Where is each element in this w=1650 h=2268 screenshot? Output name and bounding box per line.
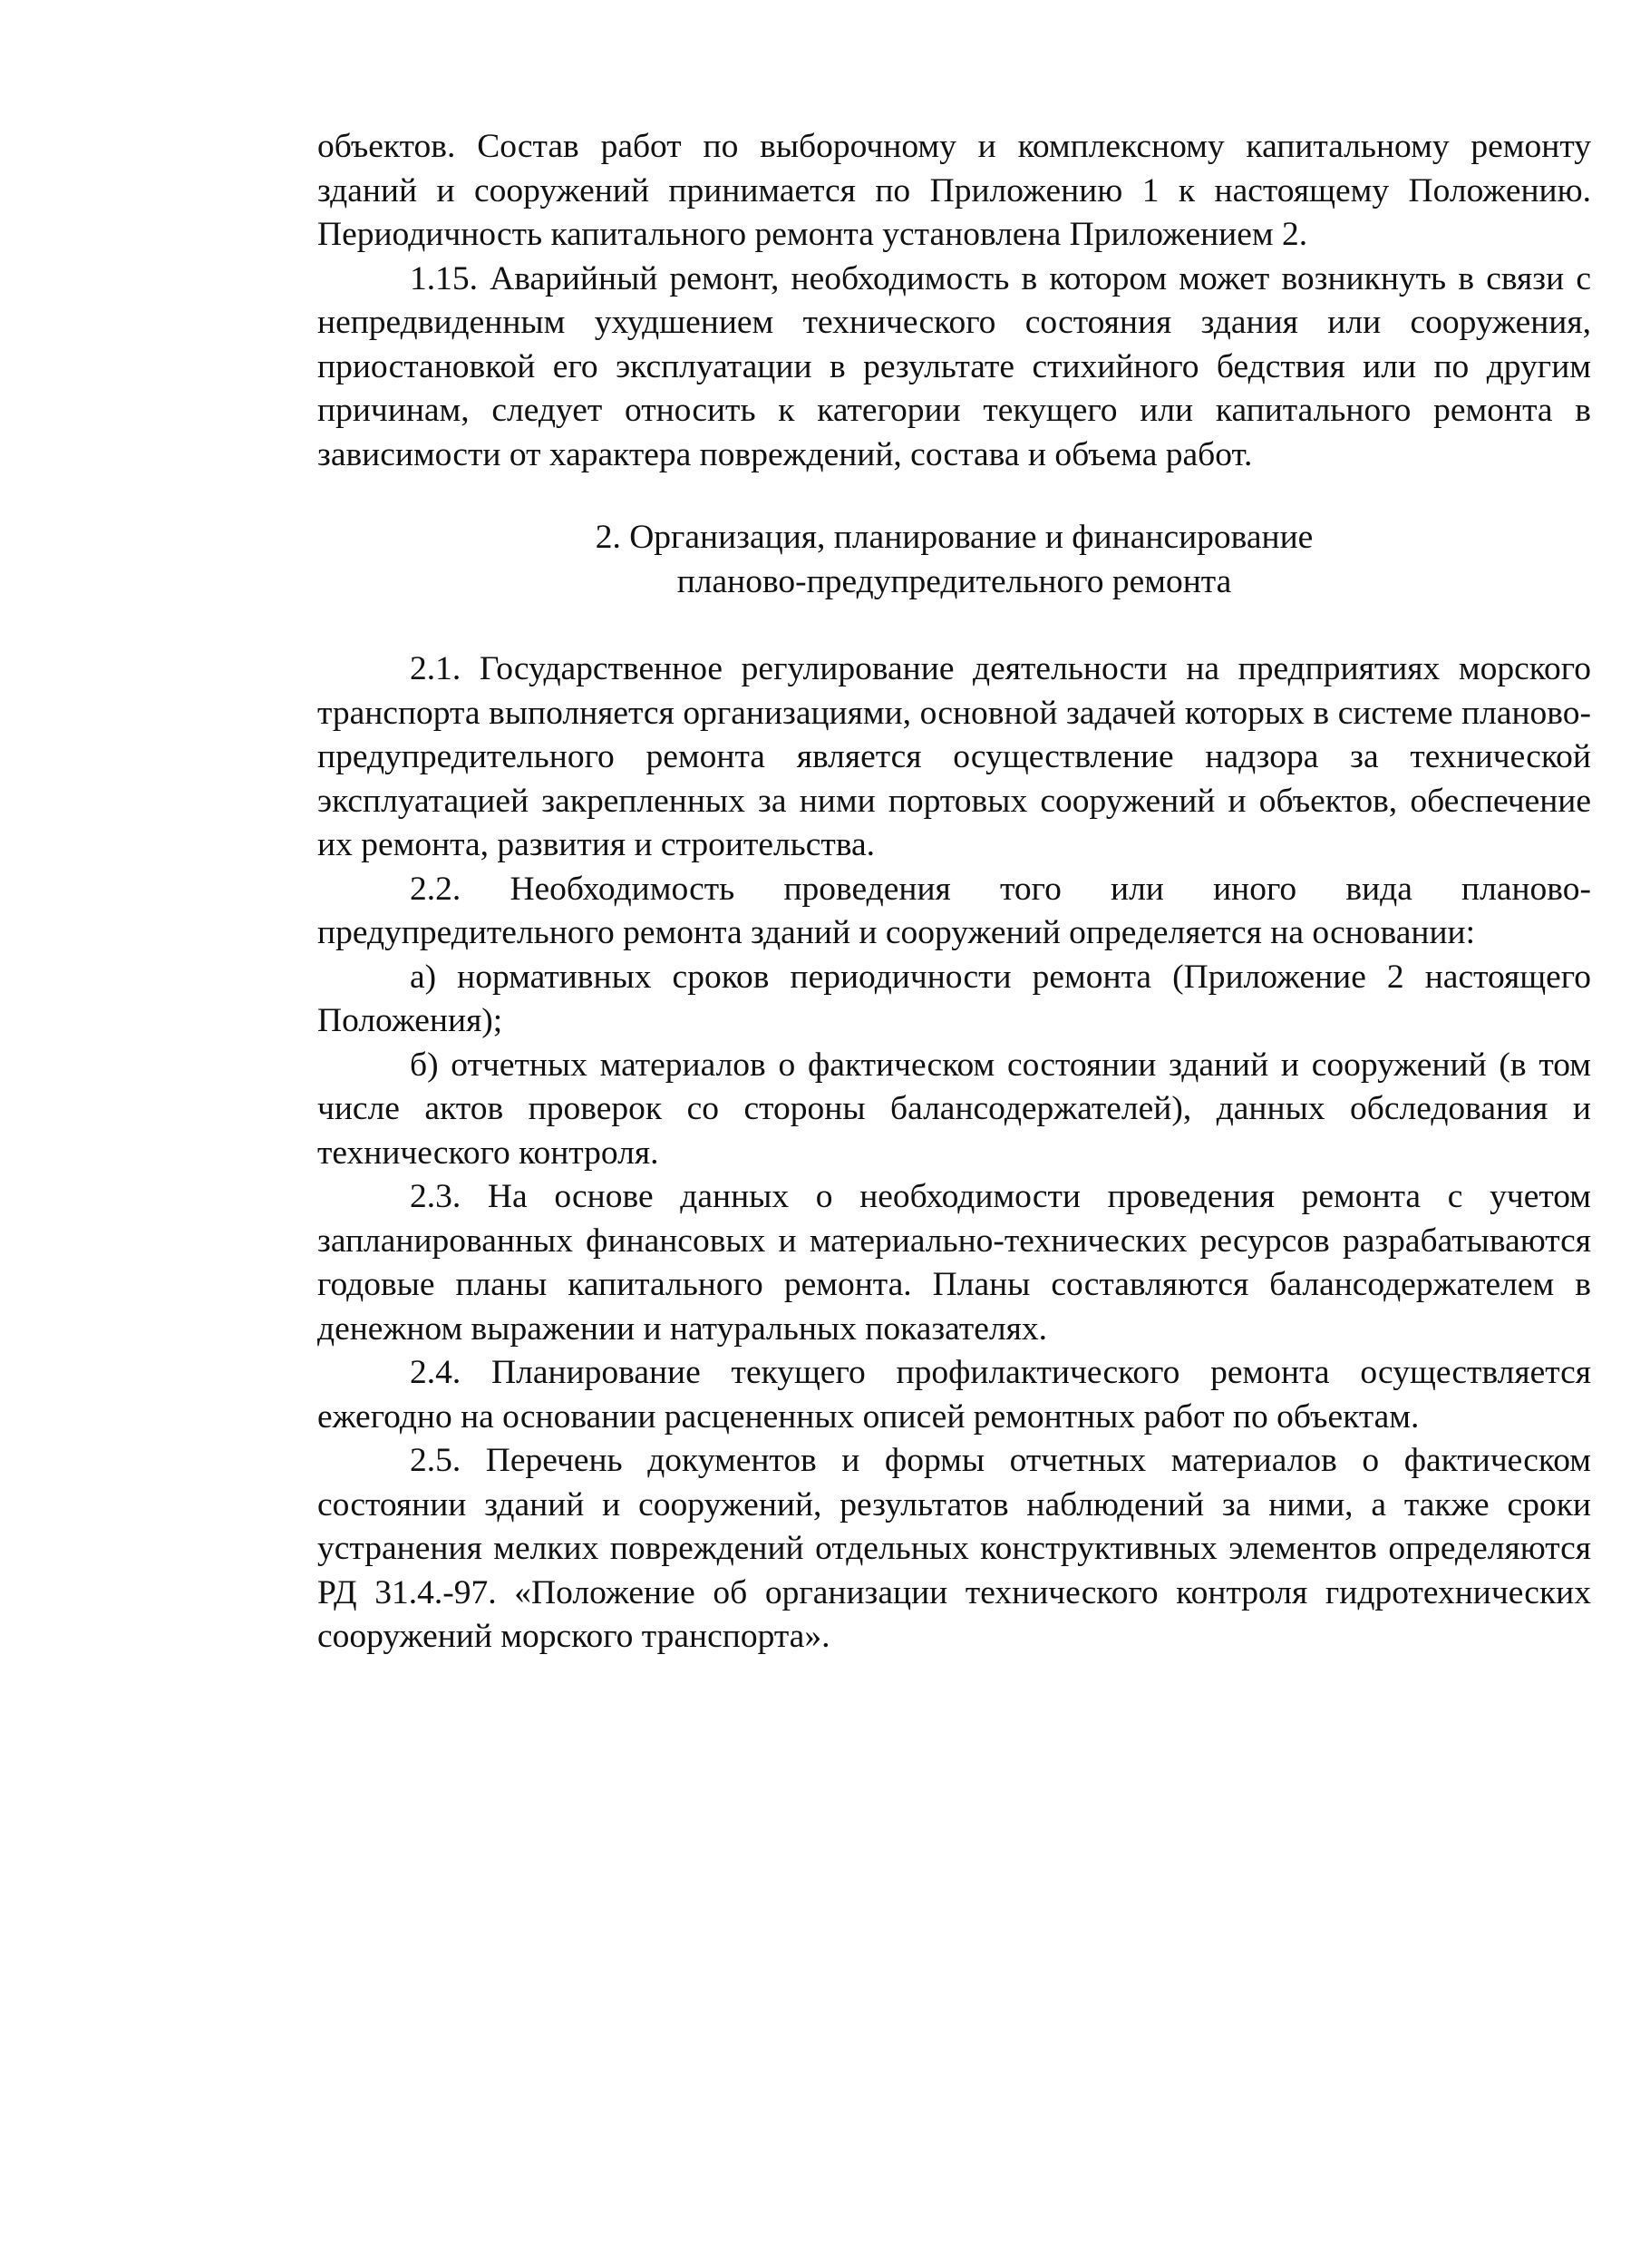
paragraph-2-4: 2.4. Планирование текущего профилактического ремонта осуществляется ежегодно на основании расцененных описей ремонтных работ по объектам. [317,1354,1591,1436]
paragraph-2-3: 2.3. На основе данных о необходимости проведения ремонта с учетом запланированных финансовых и материально-технических ресурсов разрабатываются годовые планы капитального ремонта. Планы составляются балансодержателем в денежном выражении и натуральных показателях. [317,1178,1591,1348]
section-heading [317,516,1591,604]
section-heading-line-1: 2. Организация, планирование и финансирование [595,519,1314,556]
paragraph-2-5: 2.5. Перечень документов и формы отчетных материалов о фактическом состоянии зданий и сооружений, результатов наблюдений за ними, а также сроки устранения мелких повреждений отдельных конструктивных элементов определяются РД 31.4.-97. «Положение об организации технического контроля гидротехнических сооружений морского транспорта». [317,1442,1591,1655]
document-body [317,125,1591,1660]
section-heading-line-2: планово-предупредительного ремонта [676,562,1232,600]
paragraph-2-1: 2.1. Государственное регулирование деятельности на предприятиях морского транспорта выполняется организациями, основной задачей которых в системе планово-предупредительного ремонта является осуществление надзора за технической эксплуатацией закрепленных за ними портовых сооружений и объектов, обеспечение их ремонта, развития и строительства. [317,650,1591,863]
paragraph-continuation: объектов. Состав работ по выборочному и комплексному капитальному ремонту зданий и сооружений принимается по Приложению 1 к настоящему Положению. Периодичность капитального ремонта установлена Приложением 2. [317,128,1591,253]
paragraph-2-2-b: б) отчетных материалов о фактическом состоянии зданий и сооружений (в том числе актов проверок со стороны балансодержателей), данных обследования и технического контроля. [317,1046,1591,1172]
paragraph-2-2: 2.2. Необходимость проведения того или иного вида планово-предупредительного ремонта зданий и сооружений определяется на основании: [317,870,1591,951]
paragraph-2-2-a: а) нормативных сроков периодичности ремонта (Приложение 2 настоящего Положения); [317,958,1591,1039]
paragraph-1-15: 1.15. Аварийный ремонт, необходимость в котором может возникнуть в связи с непредвиденным ухудшением технического состояния здания или сооружения, приостановкой его эксплуатации в результате стихийного бедствия или по другим причинам, следует относить к категории текущего или капитального ремонта в зависимости от характера повреждений, состава и объема работ. [317,259,1591,473]
